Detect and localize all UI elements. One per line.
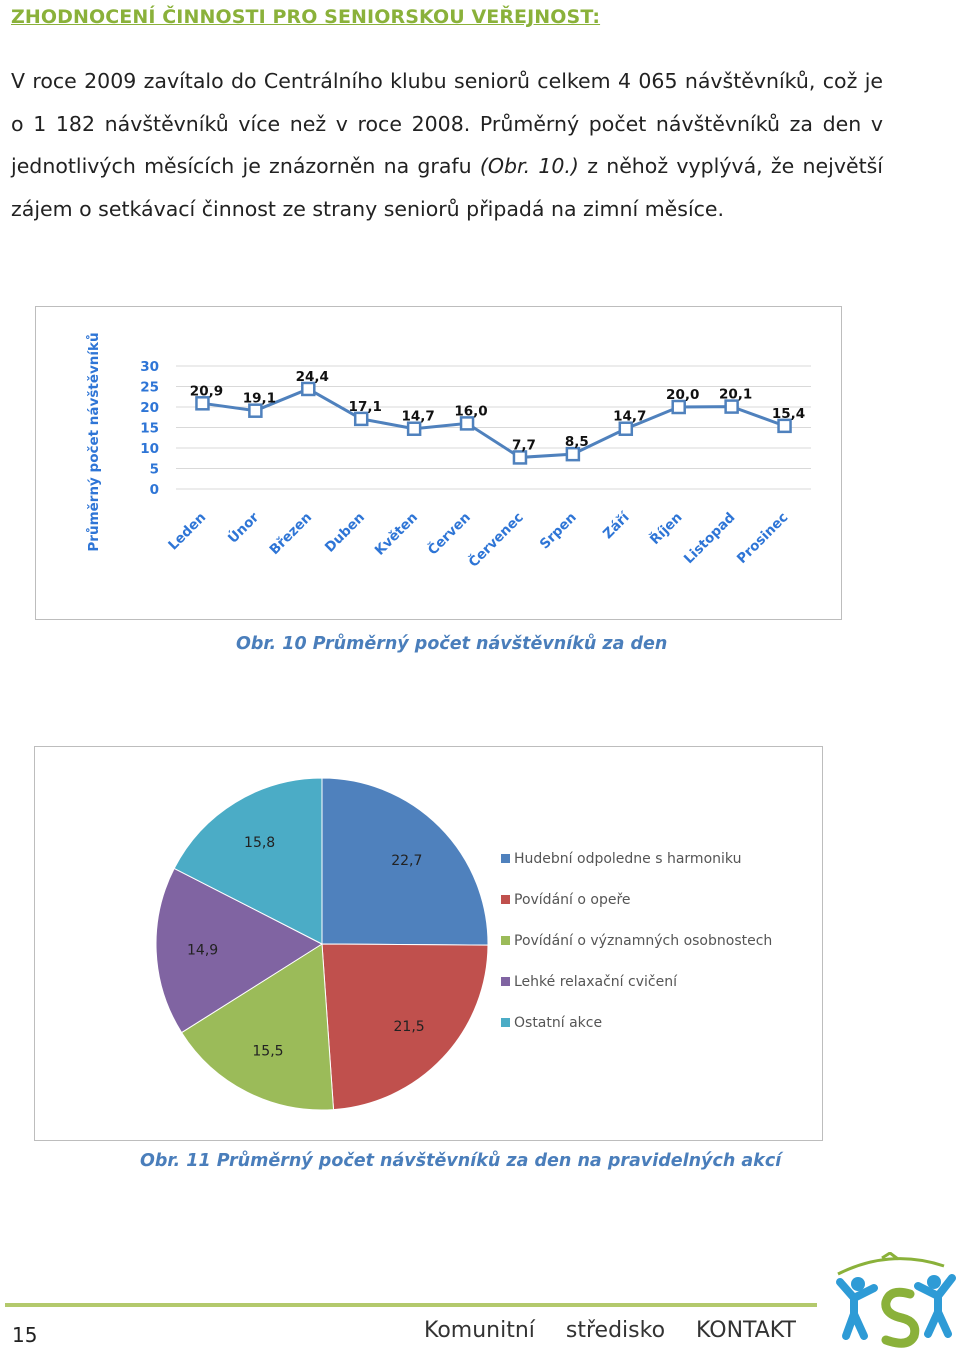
data-label: 7,7 <box>511 437 536 454</box>
intro-paragraph <box>11 60 883 230</box>
data-label: 14,7 <box>613 408 647 425</box>
x-tick-label: Březen <box>266 509 316 559</box>
data-label: 20,0 <box>666 387 700 403</box>
y-tick-label: 25 <box>140 379 159 396</box>
data-label: 16,0 <box>454 403 488 420</box>
line-chart-frame <box>35 306 842 620</box>
data-label: 24,4 <box>295 368 329 385</box>
x-tick-label: Únor <box>225 509 263 547</box>
legend-label: Ostatní akce <box>514 1015 603 1031</box>
pie-chart-caption: Obr. 11 Průměrný počet návštěvníků za den na pravidelných akcí <box>140 1151 782 1171</box>
legend-label: Hudební odpoledne s harmoniku <box>514 851 742 867</box>
x-tick-label: Červen <box>424 509 474 559</box>
line-chart-caption: Obr. 10 Průměrný počet návštěvníků za den <box>236 634 668 654</box>
y-tick-label: 5 <box>149 461 159 478</box>
figure-reference: (Obr. 10.) <box>479 154 579 178</box>
data-label: 17,1 <box>348 398 382 415</box>
slice-label: 15,5 <box>252 1043 284 1060</box>
section-heading: ZHODNOCENÍ ČINNOSTI PRO SENIORSKOU VEŘEJNOST: <box>11 6 601 28</box>
y-tick-label: 15 <box>140 420 159 437</box>
pie-chart <box>35 747 822 1140</box>
slice-label: 22,7 <box>391 852 423 869</box>
x-tick-label: Prosinec <box>733 509 792 567</box>
x-tick-label: Říjen <box>647 509 686 548</box>
slice-label: 14,9 <box>187 942 219 959</box>
y-tick-label: 20 <box>140 400 159 416</box>
y-tick-label: 0 <box>149 482 159 498</box>
x-tick-label: Leden <box>165 509 210 554</box>
x-tick-label: Září <box>599 509 633 543</box>
data-label: 8,5 <box>564 434 589 451</box>
paragraph-text-2: z něhož vyplývá, že největší zájem o setkávací činnost ze strany seniorů připadá na zimní měsíce. <box>11 154 883 221</box>
x-tick-label: Květen <box>371 509 421 559</box>
data-label: 14,7 <box>401 408 435 425</box>
legend-label: Povídání o významných osobnostech <box>514 933 773 949</box>
footer-divider <box>5 1303 817 1307</box>
logo-letters: KS <box>892 1350 894 1351</box>
slice-label: 15,8 <box>244 835 276 852</box>
data-label: 19,1 <box>242 390 277 407</box>
footer-org-name: Komunitní středisko KONTAKT <box>424 1318 796 1343</box>
data-label: 20,9 <box>189 383 224 400</box>
data-label: 20,1 <box>718 386 753 403</box>
y-tick-label: 30 <box>140 359 159 375</box>
legend-swatch <box>501 977 510 986</box>
y-tick-label: 10 <box>140 441 159 457</box>
x-tick-label: Srpen <box>536 509 580 553</box>
pie-chart-frame <box>34 746 823 1141</box>
paragraph-text-1: V roce 2009 zavítalo do Centrálního klubu seniorů celkem 4 065 návštěvníků, což je o 1 182 návštěvníků více než v roce 2008. Průměrný počet návštěvníků za den v jednotlivých měsících je znázorněn na grafu <box>11 69 883 178</box>
legend-swatch <box>501 936 510 945</box>
legend-swatch <box>501 854 510 863</box>
x-tick-label: Červenec <box>465 509 527 571</box>
ks-logo-icon <box>830 1252 956 1352</box>
slice-label: 21,5 <box>393 1018 425 1035</box>
legend-swatch <box>501 1018 510 1027</box>
page-number: 15 <box>12 1323 38 1347</box>
x-tick-label: Duben <box>321 509 369 556</box>
legend-swatch <box>501 895 510 904</box>
line-chart <box>36 307 841 619</box>
data-label: 15,4 <box>771 405 806 422</box>
y-axis-title: Průměrný počet návštěvníků <box>86 332 102 552</box>
legend-label: Lehké relaxační cvičení <box>514 974 677 990</box>
legend-label: Povídání o opeře <box>514 892 631 908</box>
x-tick-label: Listopad <box>680 509 739 568</box>
